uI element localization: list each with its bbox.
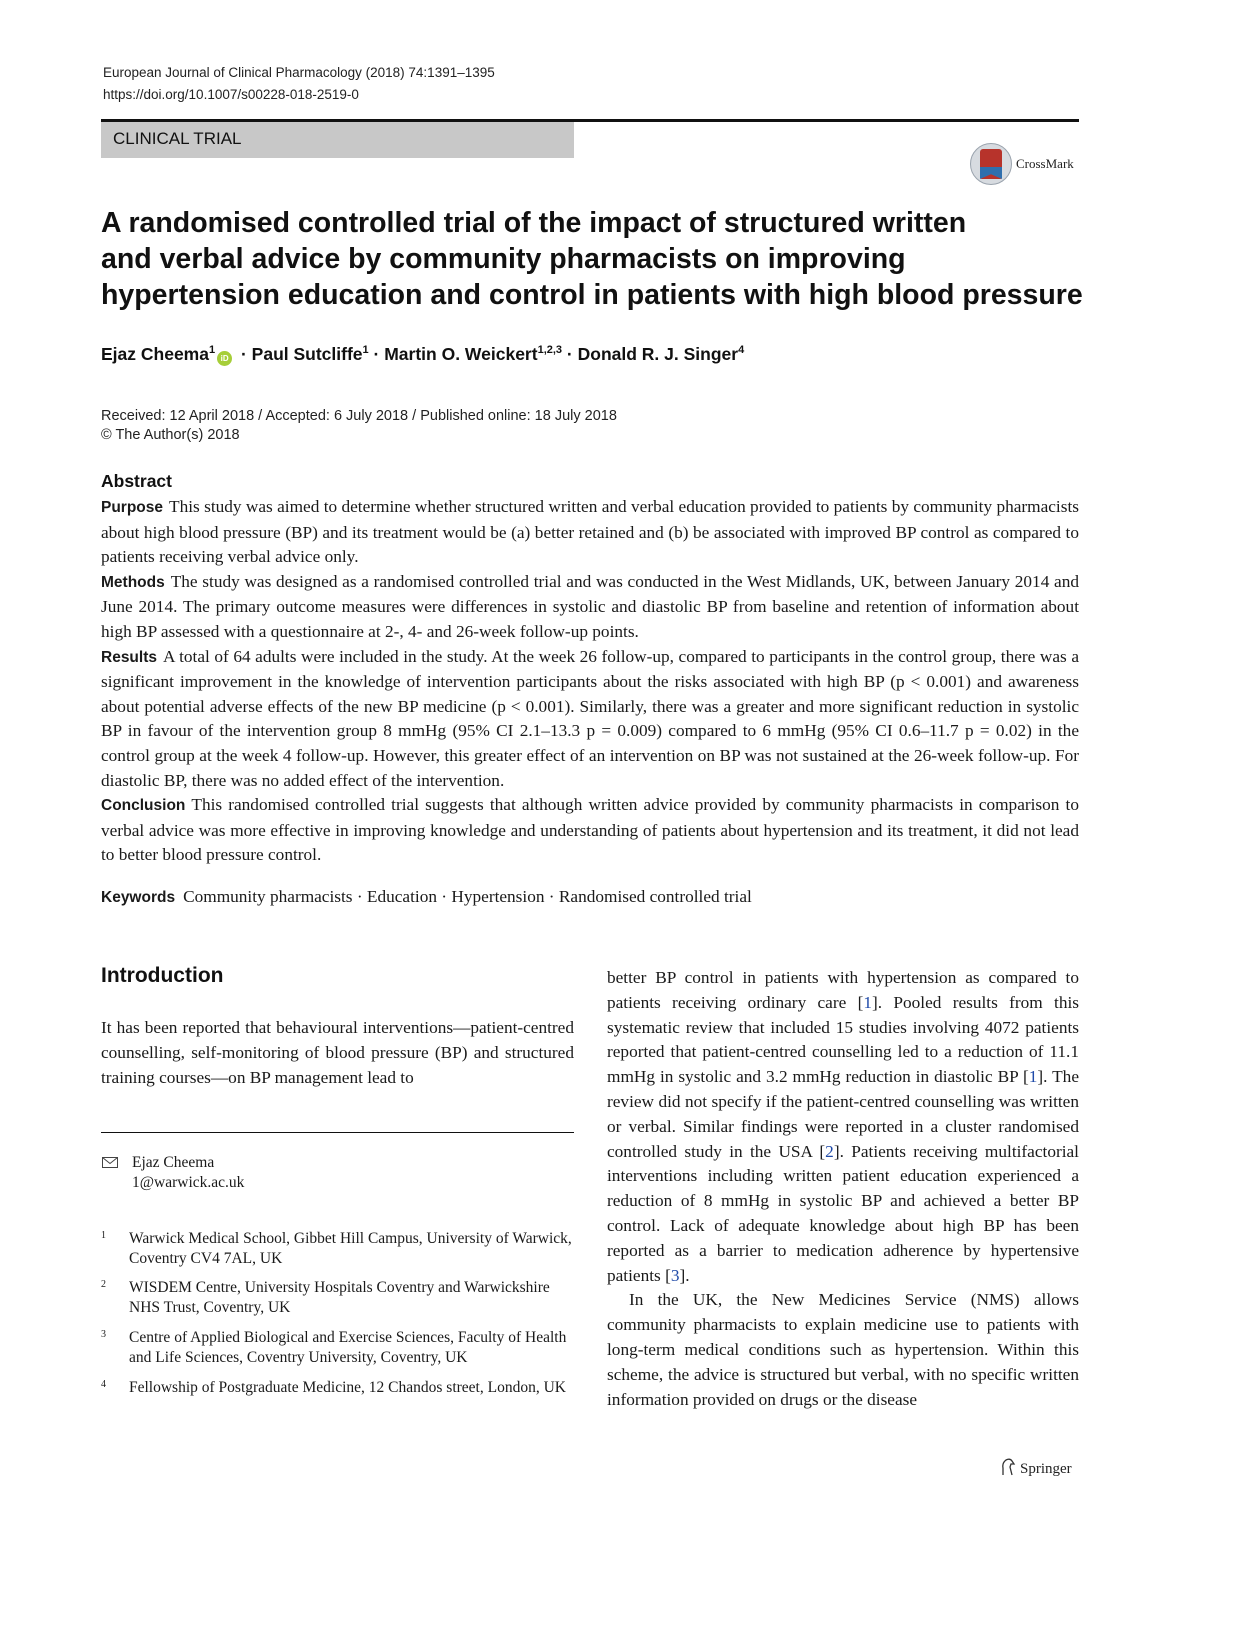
intro-left-column [101,1016,574,1090]
intro-text: ]. Pooled results from this systematic review that included 15 studies involving 4072 patients reported that patient-centred counselling led to a reduction of 11.1 mmHg in systolic and 3.2 mmHg reduction in diastolic BP [ [607,992,1080,1087]
author-list [101,344,744,366]
author-affiliation-ref: 1 [362,344,369,357]
author-name[interactable]: Paul Sutcliffe [251,344,363,364]
crossmark-label: CrossMark [1016,156,1074,171]
title-line: and verbal advice by community pharmacists on improving [101,243,906,275]
conclusion-label: Conclusion [101,797,186,815]
author-separator: · [566,344,573,364]
results-text: A total of 64 adults were included in the study. At the week 26 follow-up, compared to participants in the control group, there was a significant improvement in the knowledge of intervention participants about the risks associated with high BP (p < 0.001) and awareness about potential adverse effects of the new BP medicine (p < 0.001). Similarly, there was a greater and more significant reduction in systolic BP in favour of the intervention group 8 mmHg (95% CI 2.1–13.3 p = 0.009) compared to 6 mmHg (95% CI 0.6–11.7 p = 0.02) in the control group at the week 4 follow-up. However, this greater effect of an intervention on BP was not sustained at the 26-week follow-up. For diastolic BP, there was no added effect of the intervention. [101,646,1079,790]
citation-link[interactable]: 2 [825,1141,834,1161]
results-label: Results [101,648,157,666]
affiliation-number: 2 [101,1279,106,1290]
affiliation-text: WISDEM Centre, University Hospitals Coventry and Warwickshire NHS Trust, Coventry, UK [129,1279,550,1316]
affiliation-text: Fellowship of Postgraduate Medicine, 12 Chandos street, London, UK [129,1379,566,1396]
abstract-results [101,645,1079,794]
abstract-conclusion [101,793,1079,868]
citation-link[interactable]: 1 [1028,1067,1038,1087]
intro-paragraph: In the UK, the New Medicines Service (NMS) allows community pharmacists to explain medicine use to patients with long-term medical conditions such as hypertension. Within this scheme, the advice is structured but verbal, with no specific written information provided on drugs or the disease [607,1290,1079,1409]
affiliation-text: Warwick Medical School, Gibbet Hill Campus, University of Warwick, Coventry CV4 7AL, UK [129,1230,572,1267]
correspondence-email[interactable]: 1@warwick.ac.uk [132,1174,245,1191]
conclusion-text: This randomised controlled trial suggests that although written advice provided by community pharmacists in comparison to verbal advice was more effective in improving knowledge and understanding of patients about hypertension and its treatment, it did not lead to better blood pressure control. [101,795,1079,865]
section-tag-label: CLINICAL TRIAL [113,129,242,148]
keywords [101,887,1079,907]
purpose-text: This study was aimed to determine whether structured written and verbal education provided to patients by community pharmacists about high blood pressure (BP) and its treatment would be (a) better retained and (b) be associated with improved BP control as compared to patients receiving verbal advice only. [101,497,1079,567]
citation-link[interactable]: 3 [670,1265,680,1285]
affiliation-number: 4 [101,1379,106,1390]
intro-text: ]. The review did not specify if the patient-centred counselling was written or verbal. Similar findings were reported in a cluster randomised controlled study in the USA [ [607,1067,1079,1161]
citation-link[interactable]: 1 [863,992,872,1012]
author-separator: · [373,344,380,364]
intro-text: better BP control in patients with hypertension as compared to patients receiving ordinary care [ [607,968,1079,1012]
intro-text: ]. [679,1265,690,1285]
intro-text: ]. Patients receiving multifactorial interventions including written patient education experienced a reduction of 8 mmHg in systolic BP and achieved a better BP control. Lack of adequate knowledge about high BP has been reported as a barrier to medication adherence by hypertensive patients [ [607,1141,1079,1285]
author-name[interactable]: Donald R. J. Singer [577,344,739,364]
affiliation-number: 1 [101,1230,106,1241]
abstract-body [101,495,1079,868]
author-affiliation-ref: 1 [208,344,216,357]
author-affiliation-ref: 1,2,3 [537,344,563,357]
keywords-label: Keywords [101,889,176,906]
publisher-logo [1000,1458,1072,1478]
crossmark-badge[interactable] [970,143,1082,185]
footnote-rule [101,1132,574,1133]
author-name[interactable]: Ejaz Cheema [101,344,209,364]
purpose-label: Purpose [101,499,164,516]
envelope-icon [102,1157,118,1168]
journal-citation: European Journal of Clinical Pharmacology (2018) 74:1391–1395 [103,65,495,80]
crossmark-icon [970,143,1012,185]
abstract-purpose [101,495,1079,570]
title-line: hypertension education and control in patients with high blood pressure [101,279,1083,311]
intro-paragraph: It has been reported that behavioural interventions—patient-centred counselling, self-monitoring of blood pressure (BP) and structured training courses—on BP management lead to [101,1018,574,1087]
orcid-icon[interactable]: iD [217,351,232,366]
author-separator: · [240,344,247,364]
doi-link[interactable]: https://doi.org/10.1007/s00228-018-2519-0 [103,87,359,102]
springer-horse-icon [1000,1458,1016,1476]
author-affiliation-ref: 4 [738,344,745,357]
title-line: A randomised controlled trial of the impact of structured written [101,207,967,239]
methods-text: The study was designed as a randomised controlled trial and was conducted in the West Midlands, UK, between January 2014 and June 2014. The primary outcome measures were differences in systolic and diastolic BP from baseline and retention of information about high BP assessed with a questionnaire at 2-, 4- and 26-week follow-up points. [101,571,1079,641]
history-dates: Received: 12 April 2018 / Accepted: 6 July 2018 / Published online: 18 July 2018 [101,408,617,424]
methods-label: Methods [101,573,165,591]
introduction-heading: Introduction [101,964,224,987]
copyright-notice: © The Author(s) 2018 [101,427,240,443]
abstract-methods [101,570,1079,645]
affiliation-number: 3 [101,1329,106,1340]
abstract-heading: Abstract [101,471,172,491]
keywords-text: Community pharmacists · Education · Hypertension · Randomised controlled trial [183,887,752,906]
affiliation-text: Centre of Applied Biological and Exercise Sciences, Faculty of Health and Life Sciences, Coventry University, Coventry, UK [129,1329,567,1366]
correspondence-name: Ejaz Cheema [132,1154,215,1171]
intro-paragraph [607,966,1079,1288]
publication-dates [101,407,617,445]
publisher-name: Springer [1020,1461,1072,1477]
intro-right-column [607,966,1079,1412]
section-tag [101,122,574,158]
article-title [101,205,1101,313]
author-name[interactable]: Martin O. Weickert [384,344,538,364]
